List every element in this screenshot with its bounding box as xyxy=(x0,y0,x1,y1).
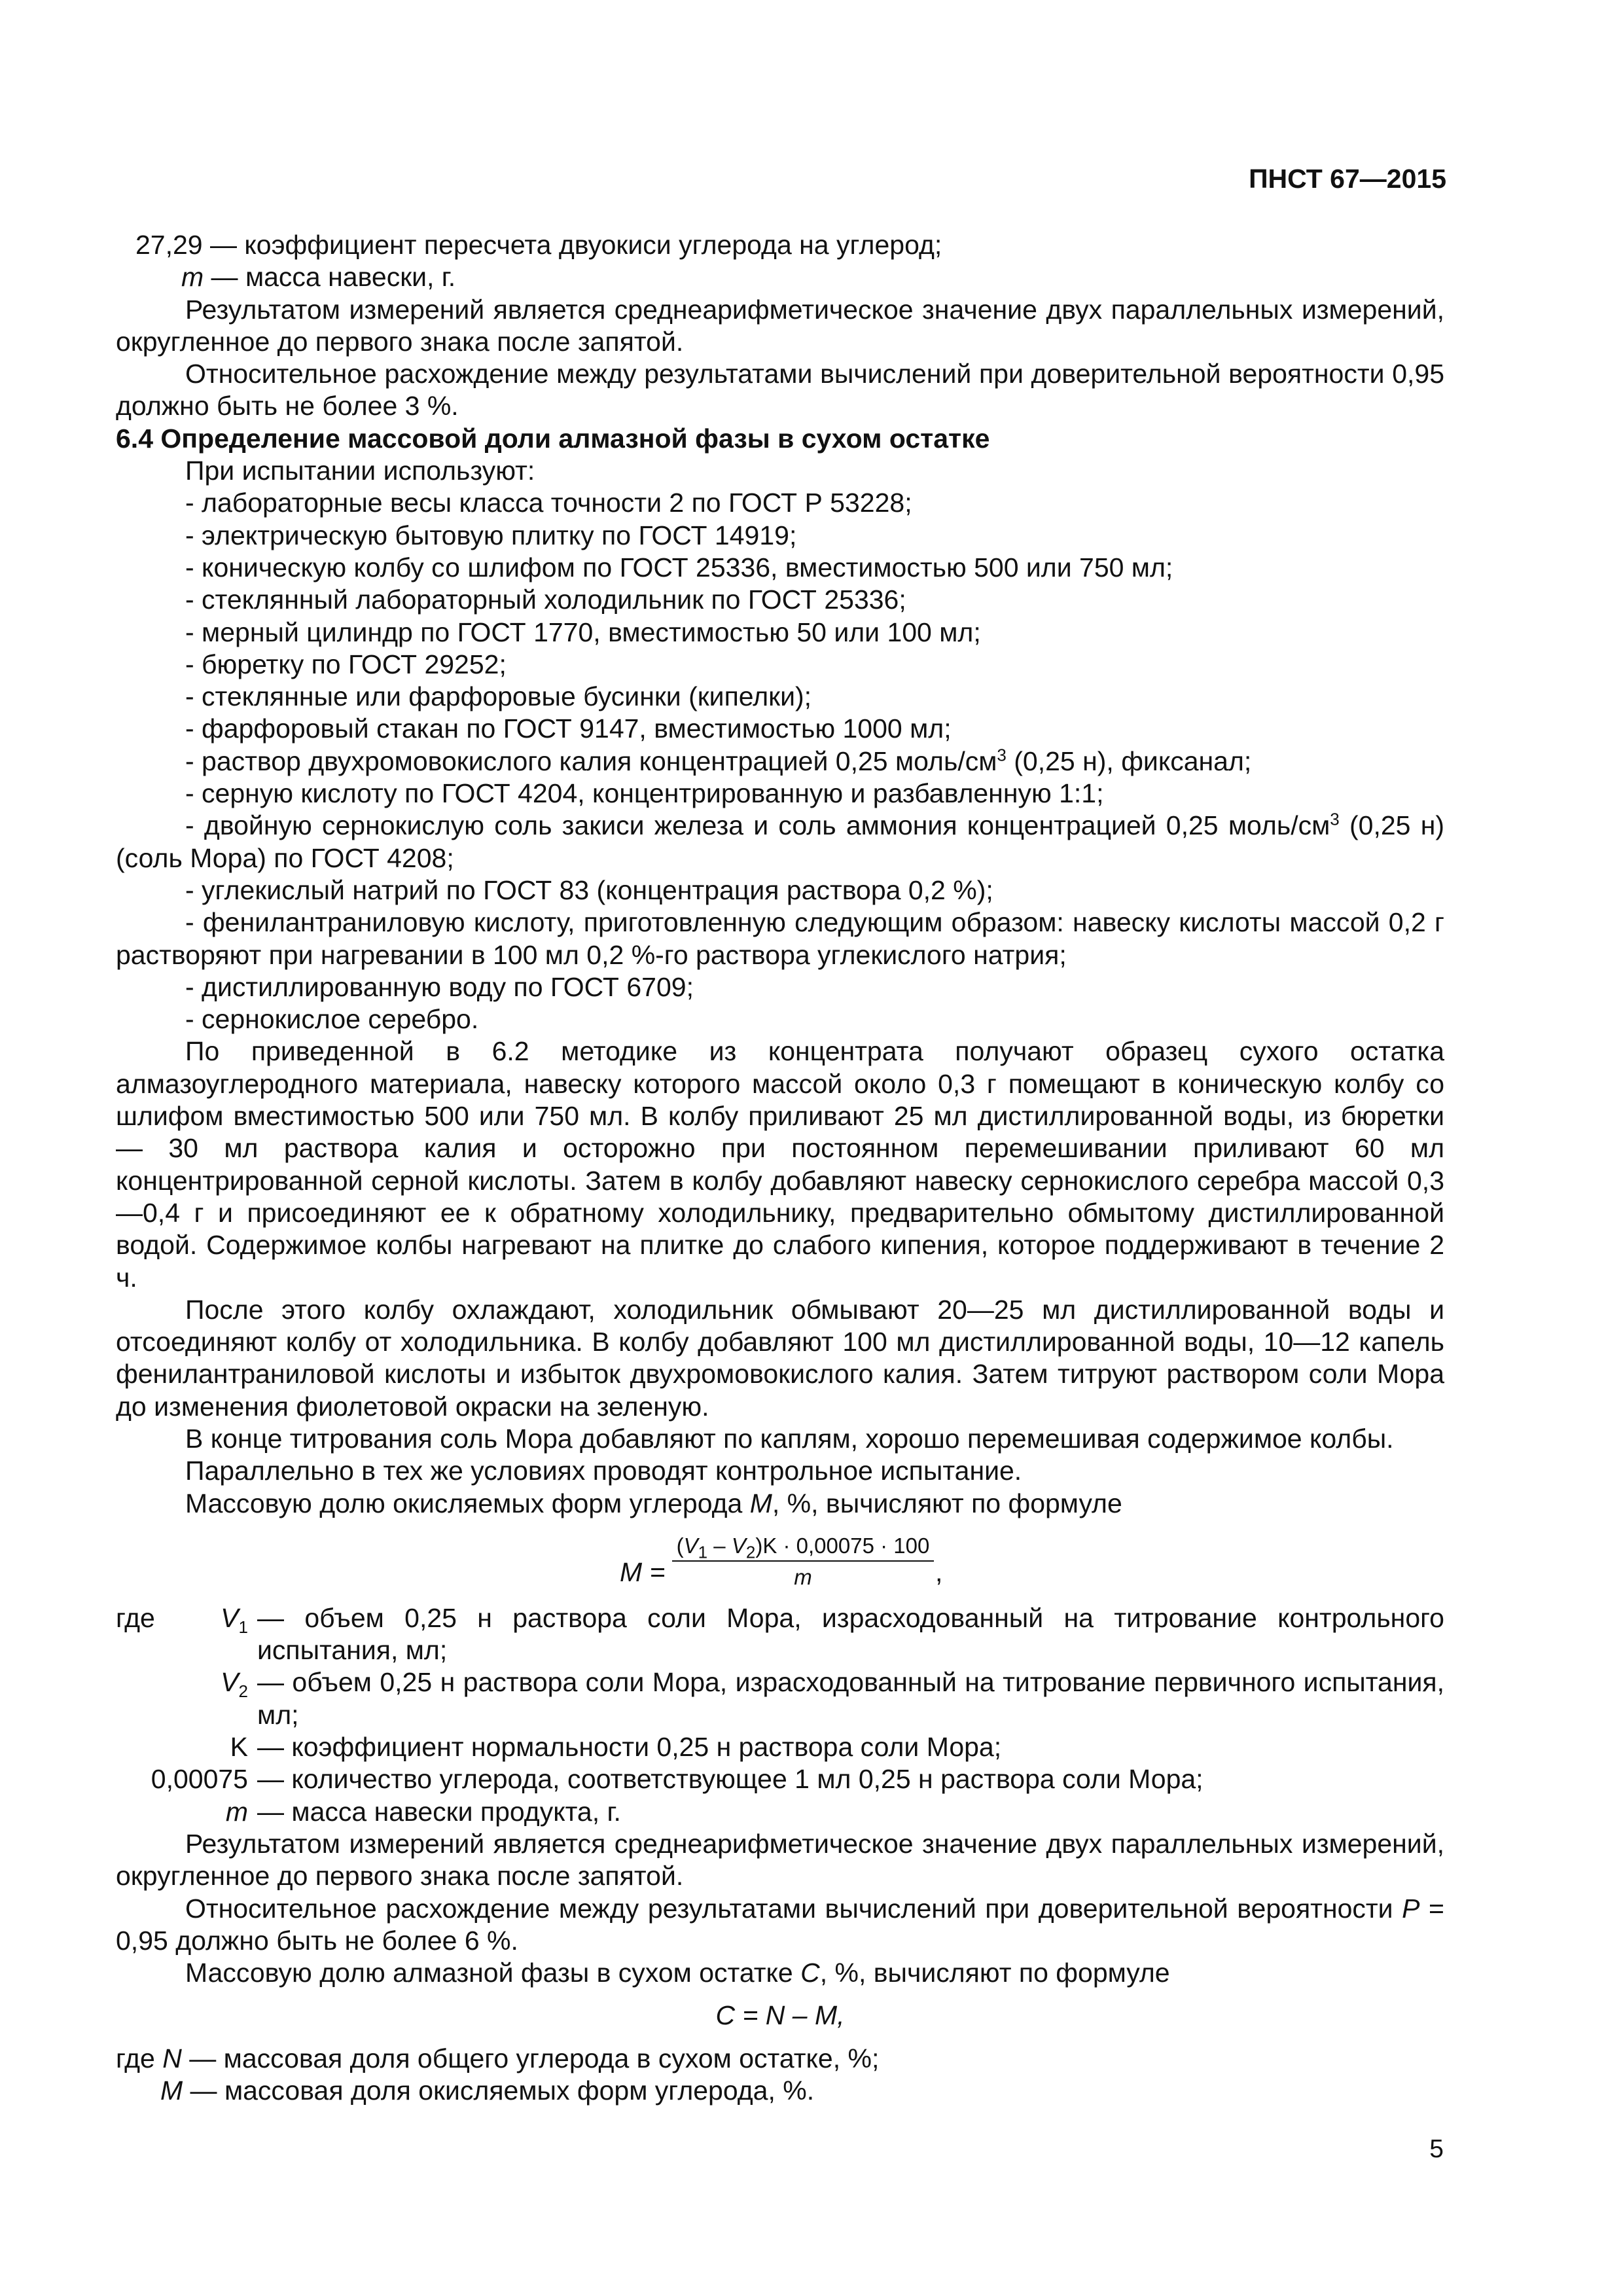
mass-definition-text: — масса навески, г. xyxy=(204,262,456,293)
definition-text: — объем 0,25 н раствора соли Мора, израсходованный на титрование контрольного испытания, мл; xyxy=(257,1602,1444,1666)
definition-symbol: $V_2$ xyxy=(221,1667,248,1702)
list-item-dichromate: - раствор двухромовокислого калия концентрацией 0,25 моль/$см^3$ (0,25 н), фиксанал; xyxy=(185,745,1252,776)
document-code: ПНСТ 67—2015 xyxy=(1249,164,1446,194)
list-item: - сернокислое серебро. xyxy=(185,1004,479,1035)
list-item-acid: - серную кислоту по ГОСТ 4204, концентрированную и разбавленную 1:1; xyxy=(185,778,1104,809)
definition-row xyxy=(116,1796,1444,1828)
definition-symbol: m xyxy=(225,1796,248,1827)
list-item: - бюретку по ГОСТ 29252; xyxy=(185,649,507,679)
list-item: - электрическую бытовую плитку по ГОСТ 14919; xyxy=(185,520,797,550)
results-paragraph-2: Относительное расхождение между результатами вычислений при доверительной вероятности P = 0,95 должно быть не более 6 %. xyxy=(116,1893,1444,1956)
definition-text: — объем 0,25 н раствора соли Мора, израсходованный на титрование первичного испытания, мл; xyxy=(257,1667,1444,1730)
list-item: - дистиллированную воду по ГОСТ 6709; xyxy=(185,971,694,1002)
list-item: - стеклянные или фарфоровые бусинки (кипелки); xyxy=(185,681,812,712)
definition-text: — количество углерода, соответствующее 1 мл 0,25 н раствора соли Мора; xyxy=(257,1764,1204,1795)
where-m-definition: M — массовая доля окисляемых форм углерода, %. xyxy=(160,2075,815,2106)
definition-text: — масса навески продукта, г. xyxy=(257,1796,621,1827)
formula-denominator: m xyxy=(794,1564,812,1589)
equipment-list xyxy=(116,487,1444,1035)
formula-fraction xyxy=(672,1533,934,1590)
mass-symbol: m xyxy=(181,262,204,293)
formula-lhs: M = xyxy=(620,1556,666,1587)
definition-text: — коэффициент нормальности 0,25 н раствора соли Мора; xyxy=(257,1732,1002,1763)
method-paragraph-4: Параллельно в тех же условиях проводят контрольное испытание. xyxy=(185,1456,1022,1486)
definition-symbol: 0,00075 xyxy=(151,1764,248,1795)
page-number: 5 xyxy=(1429,2135,1444,2163)
formula-oxidizable-carbon xyxy=(116,1524,1444,1602)
formula-comma: , xyxy=(935,1556,943,1587)
definition-row xyxy=(116,1731,1444,1763)
formula-diamond-phase: C = N – M, xyxy=(715,2000,845,2031)
definition-symbol: K xyxy=(230,1732,248,1763)
method-paragraph-1: По приведенной в 6.2 методике из концентрата получают образец сухого остатка алмазоуглеродного материала, навеску которого массой около 0,3 г помещают в коническую колбу со шлифом вместимостью 500 или 750 мл. В колбу приливают 25 мл дистиллированной воды, из бюретки — 30 мл раствора калия и осторожно при постоянном перемешивании приливают 60 мл концентрированной серной кислоты. Затем в колбу добавляют навеску сернокислого серебра массой 0,3—0,4 г и присоединяют ее к обратному холодильнику, предварительно обмытому дистиллированной водой. Содержимое колбы нагревают на плитке до слабого кипения, которое поддерживают в течение 2 ч. xyxy=(116,1036,1444,1293)
relative-discrepancy-paragraph: Относительное расхождение между результатами вычислений при доверительной вероятности 0,95 должно быть не более 3 %. xyxy=(116,359,1444,422)
results-paragraph-1: Результатом измерений является среднеарифметическое значение двух параллельных измерений, округленное до первого знака после запятой. xyxy=(116,1828,1444,1892)
page-content xyxy=(116,229,1444,2107)
list-item: - стеклянный лабораторный холодильник по ГОСТ 25336; xyxy=(185,584,906,615)
list-item: - лабораторные весы класса точности 2 по ГОСТ Р 53228; xyxy=(185,488,912,518)
definition-symbol: $V_1$ xyxy=(221,1602,248,1638)
list-item: - углекислый натрий по ГОСТ 83 (концентрация раствора 0,2 %); xyxy=(185,874,993,905)
results-paragraph-3: Массовую долю алмазной фазы в сухом остатке C, %, вычисляют по формуле xyxy=(185,1958,1170,1988)
coefficient-definition: 27,29 — коэффициент пересчета двуокиси углерода на углерод; xyxy=(135,230,942,260)
uses-intro: При испытании используют: xyxy=(185,456,535,486)
method-paragraph-5: Массовую долю окисляемых форм углерода M, %, вычисляют по формуле xyxy=(185,1488,1122,1518)
definition-row xyxy=(116,1666,1444,1731)
definition-row xyxy=(116,1763,1444,1795)
list-item: - коническую колбу со шлифом по ГОСТ 25336, вместимостью 500 или 750 мл; xyxy=(185,552,1173,583)
formula-numerator: $(V_1 - V_2)K \cdot 0,00075 \cdot 100$ xyxy=(672,1533,934,1562)
where-n-definition: где N — массовая доля общего углерода в сухом остатке, %; xyxy=(116,2043,880,2073)
mass-definition xyxy=(116,261,1444,293)
list-item-mohr-salt: - двойную сернокислую соль закиси железа и соль аммония концентрацией 0,25 моль/$см^3$ (0,25 н) (соль Мора) по ГОСТ 4208; xyxy=(116,809,1444,873)
method-paragraph-2: После этого колбу охлаждают, холодильник обмывают 20—25 мл дистиллированной воды и отсоединяют колбу от холодильника. В колбу добавляют 100 мл дистиллированной воды, 10—12 капель фенилантраниловой кислоты и избыток двухромовокислого калия. Затем титруют раствором соли Мора до изменения фиолетовой окраски на зеленую. xyxy=(116,1294,1444,1422)
list-item: - фарфоровый стакан по ГОСТ 9147, вместимостью 1000 мл; xyxy=(185,713,952,744)
where-definitions xyxy=(116,1602,1444,1828)
section-heading: 6.4 Определение массовой доли алмазной фазы в сухом остатке xyxy=(116,423,990,454)
list-item-fenil-acid: - фенилантраниловую кислоту, приготовленную следующим образом: навеску кислоты массой 0,2 г растворяют при нагревании в 100 мл 0,2 %-го раствора углекислого натрия; xyxy=(116,907,1444,970)
definition-row xyxy=(116,1602,1444,1667)
method-paragraph-3: В конце титрования соль Мора добавляют по каплям, хорошо перемешивая содержимое колбы. xyxy=(185,1423,1394,1454)
where-label: где xyxy=(116,1602,155,1633)
list-item: - мерный цилиндр по ГОСТ 1770, вместимостью 50 или 100 мл; xyxy=(185,617,981,647)
result-paragraph: Результатом измерений является среднеарифметическое значение двух параллельных измерений, округленное до первого знака после запятой. xyxy=(116,294,1444,357)
